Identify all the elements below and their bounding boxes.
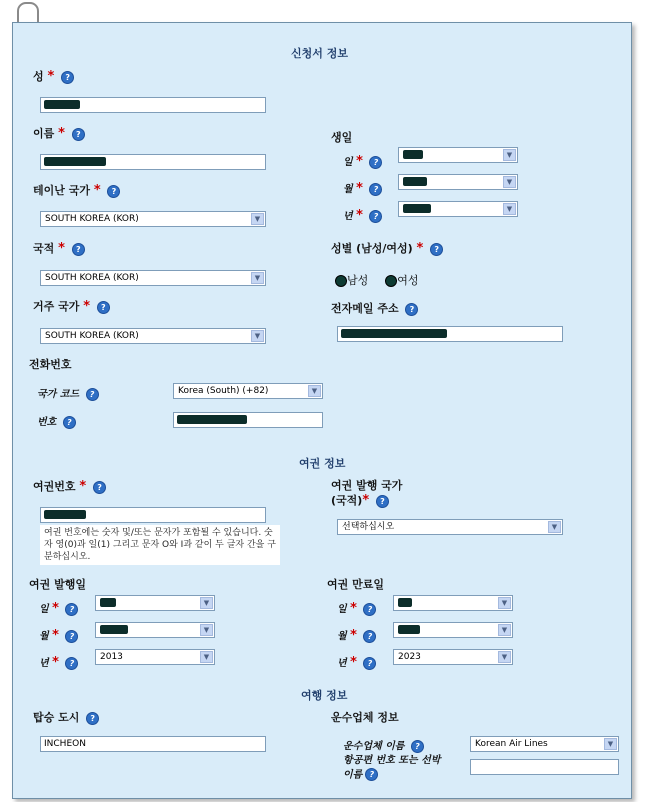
chevron-down-icon[interactable]: ▼ — [498, 651, 511, 663]
phone-number-input[interactable] — [173, 412, 323, 428]
chevron-down-icon[interactable]: ▼ — [251, 272, 264, 284]
chevron-down-icon[interactable]: ▼ — [308, 385, 321, 397]
passport-number-text: 여권번호 — [33, 480, 76, 493]
required-mark: * — [52, 601, 59, 616]
residence-text: 거주 국가 — [33, 300, 80, 313]
help-icon[interactable]: ? — [61, 71, 74, 84]
birth-year-select[interactable] — [398, 201, 518, 217]
redacted-value — [177, 415, 247, 424]
redacted-value — [403, 150, 423, 159]
application-form — [12, 22, 632, 799]
boarding-city-input[interactable] — [40, 736, 266, 752]
required-mark: * — [416, 241, 424, 256]
phone-label: 전화번호 — [29, 358, 72, 371]
birth-month-label — [343, 180, 382, 196]
required-mark: * — [356, 154, 363, 169]
issue-date-label: 여권 발행일 — [29, 578, 86, 591]
required-mark: * — [83, 299, 90, 314]
flight-number-label — [343, 754, 440, 783]
select-value: 2023 — [398, 652, 421, 662]
select-value: 2013 — [100, 652, 123, 662]
issue-day-select[interactable] — [95, 595, 215, 611]
help-icon[interactable]: ? — [63, 416, 76, 429]
expiry-day-select[interactable] — [393, 595, 513, 611]
select-value: Korea (South) (+82) — [178, 386, 269, 396]
issue-month-label — [39, 627, 78, 643]
help-icon[interactable]: ? — [65, 657, 78, 670]
help-icon[interactable]: ? — [86, 712, 99, 725]
help-icon[interactable]: ? — [411, 740, 424, 753]
year-text: 년 — [343, 211, 353, 222]
birth-day-label — [343, 153, 382, 169]
redacted-value — [403, 204, 431, 213]
day-text: 일 — [337, 604, 347, 615]
redacted-value — [398, 625, 420, 634]
year-text: 년 — [337, 658, 347, 669]
expiry-date-label: 여권 만료일 — [327, 578, 384, 591]
carrier-name-select[interactable] — [470, 736, 619, 752]
email-input[interactable] — [337, 326, 563, 342]
required-mark: * — [356, 208, 363, 223]
passport-number-label — [33, 478, 106, 494]
chevron-down-icon[interactable]: ▼ — [604, 738, 617, 750]
given-name-text: 이름 — [33, 127, 55, 140]
select-value: Korean Air Lines — [475, 739, 548, 749]
help-icon[interactable]: ? — [65, 603, 78, 616]
help-icon[interactable]: ? — [405, 303, 418, 316]
residence-label — [33, 298, 110, 314]
section-title-passport: 여권 정보 — [299, 457, 346, 470]
number-label — [37, 413, 76, 429]
flight-number-input[interactable] — [470, 759, 619, 775]
required-mark: * — [350, 601, 357, 616]
help-icon[interactable]: ? — [72, 128, 85, 141]
chevron-down-icon[interactable]: ▼ — [251, 330, 264, 342]
email-text: 전자메일 주소 — [331, 302, 399, 315]
redacted-value — [398, 598, 412, 607]
chevron-down-icon[interactable]: ▼ — [498, 597, 511, 609]
country-code-select[interactable] — [173, 383, 323, 399]
chevron-down-icon[interactable]: ▼ — [548, 521, 561, 533]
carrier-info-label: 운수업체 정보 — [331, 711, 399, 724]
help-icon[interactable]: ? — [369, 183, 382, 196]
day-text: 일 — [39, 604, 49, 615]
nationality-select[interactable] — [40, 270, 266, 286]
country-code-label — [37, 385, 99, 401]
section-title-travel: 여행 정보 — [301, 689, 348, 702]
required-mark: * — [58, 241, 65, 256]
help-icon[interactable]: ? — [107, 185, 120, 198]
given-name-input[interactable] — [40, 154, 266, 170]
nationality-label — [33, 240, 85, 256]
birth-month-select[interactable] — [398, 174, 518, 190]
help-icon[interactable]: ? — [65, 630, 78, 643]
redacted-value — [341, 329, 447, 338]
expiry-day-label — [337, 600, 376, 616]
help-icon[interactable]: ? — [363, 657, 376, 670]
gender-label — [331, 240, 443, 256]
help-icon[interactable]: ? — [363, 630, 376, 643]
redacted-value — [403, 177, 427, 186]
female-radio[interactable] — [385, 275, 397, 287]
chevron-down-icon[interactable]: ▼ — [503, 149, 516, 161]
required-mark: * — [350, 628, 357, 643]
nationality-text: 국적 — [33, 242, 55, 255]
required-mark: * — [350, 655, 357, 670]
carrier-name-label — [343, 737, 424, 753]
redacted-value — [100, 598, 116, 607]
boarding-city-text: 탑승 도시 — [33, 711, 80, 724]
birth-day-select[interactable] — [398, 147, 518, 163]
year-text: 년 — [39, 658, 49, 669]
chevron-down-icon[interactable]: ▼ — [200, 597, 213, 609]
birth-label: 생일 — [331, 131, 353, 144]
required-mark: * — [93, 183, 101, 198]
taiwan-country-label — [33, 182, 120, 198]
birth-year-label — [343, 207, 382, 223]
male-label: 남성 — [347, 274, 369, 287]
help-icon[interactable]: ? — [430, 243, 443, 256]
redacted-value — [44, 157, 106, 166]
select-value: SOUTH KOREA (KOR) — [45, 214, 139, 224]
female-label: 여성 — [397, 274, 419, 287]
passport-number-input[interactable] — [40, 507, 266, 523]
flight-number-text: 항공편 번호 또는 선박 — [343, 755, 441, 766]
email-label — [331, 300, 418, 316]
help-icon[interactable]: ? — [369, 210, 382, 223]
gender-options — [335, 272, 419, 288]
select-value: 선택하십시오 — [342, 522, 395, 532]
residence-select[interactable] — [40, 328, 266, 344]
gender-text: 성별 (남성/여성) — [331, 242, 413, 255]
help-icon[interactable]: ? — [376, 495, 389, 508]
help-icon[interactable]: ? — [97, 301, 110, 314]
redacted-value — [44, 100, 80, 109]
chevron-down-icon[interactable]: ▼ — [498, 624, 511, 636]
select-value: SOUTH KOREA (KOR) — [45, 273, 139, 283]
required-mark: * — [58, 126, 65, 141]
number-text: 번호 — [37, 417, 57, 428]
help-icon[interactable]: ? — [365, 768, 378, 781]
chevron-down-icon[interactable]: ▼ — [503, 203, 516, 215]
select-value: SOUTH KOREA (KOR) — [45, 331, 139, 341]
passport-country-label — [331, 478, 402, 508]
expiry-year-select[interactable] — [393, 649, 513, 665]
surname-text: 성 — [33, 70, 44, 83]
help-icon[interactable]: ? — [86, 388, 99, 401]
passport-country-select[interactable] — [337, 519, 563, 535]
expiry-year-label — [337, 654, 376, 670]
boarding-city-label — [33, 709, 99, 725]
male-radio[interactable] — [335, 275, 347, 287]
required-mark: * — [356, 181, 363, 196]
help-icon[interactable]: ? — [363, 603, 376, 616]
chevron-down-icon[interactable]: ▼ — [200, 624, 213, 636]
redacted-value — [100, 625, 128, 634]
issue-year-select[interactable] — [95, 649, 215, 665]
input-value: INCHEON — [44, 739, 86, 749]
required-mark: * — [52, 655, 59, 670]
issue-year-label — [39, 654, 78, 670]
chevron-down-icon[interactable]: ▼ — [503, 176, 516, 188]
required-mark: * — [47, 69, 55, 84]
required-mark: * — [79, 479, 87, 494]
month-text: 월 — [337, 631, 347, 642]
flight-number-text-2: 이름 — [343, 769, 363, 781]
chevron-down-icon[interactable]: ▼ — [200, 651, 213, 663]
passport-country-text-2: (국적) — [331, 494, 363, 507]
help-icon[interactable]: ? — [369, 156, 382, 169]
given-name-label — [33, 125, 85, 141]
taiwan-country-text: 테이난 국가 — [33, 184, 90, 197]
carrier-name-text: 운수업체 이름 — [343, 741, 405, 752]
surname-input[interactable] — [40, 97, 266, 113]
taiwan-country-select[interactable] — [40, 211, 266, 227]
expiry-month-label — [337, 627, 376, 643]
month-text: 월 — [39, 631, 49, 642]
chevron-down-icon[interactable]: ▼ — [251, 213, 264, 225]
redacted-value — [44, 510, 86, 519]
section-title-applicant: 신청서 정보 — [291, 47, 348, 60]
day-text: 일 — [343, 157, 353, 168]
expiry-month-select[interactable] — [393, 622, 513, 638]
help-icon[interactable]: ? — [93, 481, 106, 494]
issue-day-label — [39, 600, 78, 616]
issue-month-select[interactable] — [95, 622, 215, 638]
month-text: 월 — [343, 184, 353, 195]
required-mark: * — [52, 628, 59, 643]
passport-country-text: 여권 발행 국가 — [331, 479, 403, 492]
country-code-text: 국가 코드 — [37, 389, 80, 400]
passport-number-hint: 여권 번호에는 숫자 및/또는 문자가 포함될 수 있습니다. 숫자 영(0)과 일(1) 그리고 문자 O와 I과 같이 두 글자 간을 구분하십시오. — [40, 525, 280, 565]
surname-label — [33, 68, 74, 84]
help-icon[interactable]: ? — [72, 243, 85, 256]
required-mark: * — [362, 493, 370, 508]
